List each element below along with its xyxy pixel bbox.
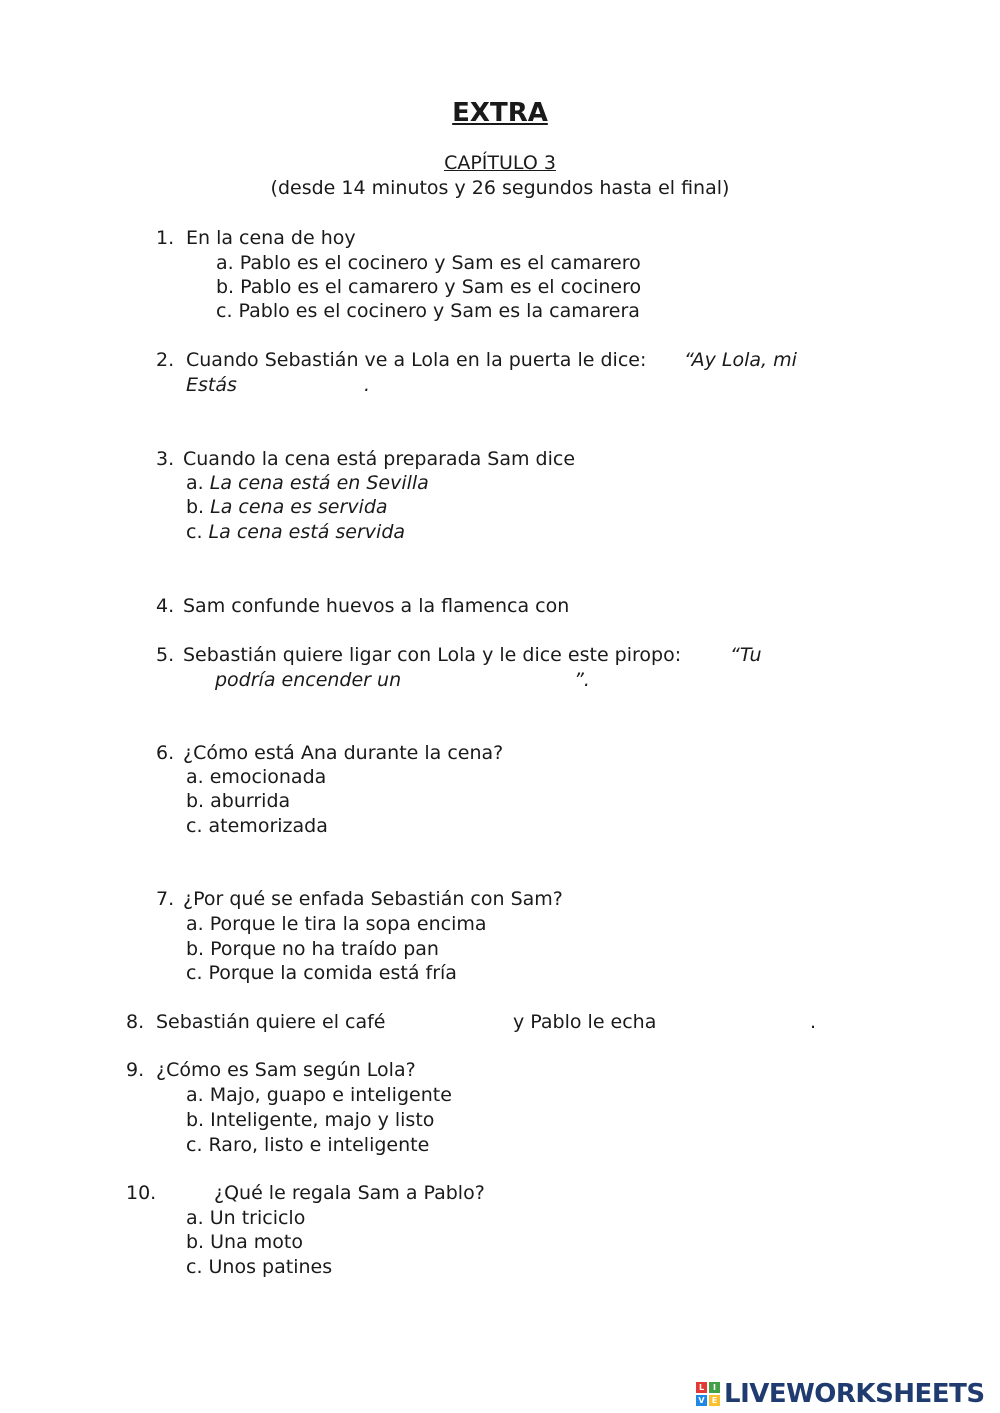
question-8-answer-blank-1[interactable] (402, 1009, 506, 1031)
question-3-number: 3. (156, 448, 175, 470)
question-2-text: Cuando Sebastián ve a Lola en la puerta le dice: (186, 349, 647, 371)
question-1-text: En la cena de hoy (186, 227, 356, 249)
question-6-option-a[interactable]: a. emocionada (186, 766, 327, 788)
question-8-mid-text: y Pablo le echa (513, 1011, 657, 1033)
question-10-number: 10. (126, 1182, 157, 1204)
question-7-option-b[interactable]: b. Porque no ha traído pan (186, 938, 439, 960)
question-9-option-b[interactable]: b. Inteligente, majo y listo (186, 1109, 435, 1131)
question-1-option-a[interactable]: a. Pablo es el cocinero y Sam es el camarero (216, 252, 641, 274)
logo-tile-e: E (709, 1395, 720, 1406)
question-5-line2-end: ”. (574, 669, 590, 691)
time-range: (desde 14 minutos y 26 segundos hasta el final) (270, 177, 730, 199)
question-3-option-b[interactable]: b. La cena es servida (186, 496, 388, 518)
question-4-number: 4. (156, 595, 175, 617)
question-4-text: Sam confunde huevos a la flamenca con (183, 595, 570, 617)
question-5-quote: “Tu (730, 644, 762, 666)
question-8-number: 8. (126, 1011, 145, 1033)
question-9-option-a[interactable]: a. Majo, guapo e inteligente (186, 1084, 452, 1106)
question-8-end: . (810, 1011, 817, 1033)
question-3-option-c[interactable]: c. La cena está servida (186, 521, 406, 543)
question-3-text: Cuando la cena está preparada Sam dice (183, 448, 576, 470)
question-9-text: ¿Cómo es Sam según Lola? (156, 1059, 416, 1081)
question-2-answer-blank[interactable] (246, 372, 358, 394)
question-2-line2: Estás (186, 374, 237, 396)
question-5-line2: podría encender un (215, 669, 402, 691)
question-9-option-c[interactable]: c. Raro, listo e inteligente (186, 1134, 430, 1156)
question-5-number: 5. (156, 644, 175, 666)
liveworksheets-logo-icon (696, 1382, 720, 1406)
question-7-option-a[interactable]: a. Porque le tira la sopa encima (186, 913, 487, 935)
question-6-number: 6. (156, 742, 175, 764)
question-5-text: Sebastián quiere ligar con Lola y le dice este piropo: (183, 644, 682, 666)
question-6-text: ¿Cómo está Ana durante la cena? (183, 742, 504, 764)
question-10-text: ¿Qué le regala Sam a Pablo? (214, 1182, 485, 1204)
question-4-answer-blank[interactable] (600, 593, 800, 615)
liveworksheets-logo[interactable] (696, 1378, 985, 1410)
logo-text: LIVEWORKSHEETS (724, 1379, 985, 1409)
chapter-heading: CAPÍTULO 3 (444, 152, 556, 174)
question-10-option-c[interactable]: c. Unos patines (186, 1256, 333, 1278)
logo-tile-v: V (696, 1395, 707, 1406)
question-7-number: 7. (156, 888, 175, 910)
question-1-option-b[interactable]: b. Pablo es el camarero y Sam es el cocinero (216, 276, 642, 298)
question-1-option-c[interactable]: c. Pablo es el cocinero y Sam es la camarera (216, 300, 640, 322)
question-5-answer-blank[interactable] (414, 667, 570, 689)
logo-tile-l: L (696, 1382, 707, 1393)
question-9-number: 9. (126, 1059, 145, 1081)
question-7-option-c[interactable]: c. Porque la comida está fría (186, 962, 457, 984)
question-6-option-c[interactable]: c. atemorizada (186, 815, 328, 837)
question-6-option-b[interactable]: b. aburrida (186, 790, 291, 812)
question-2-line2-end: . (364, 374, 371, 396)
page-title: EXTRA (452, 98, 548, 128)
question-1-number: 1. (156, 227, 175, 249)
question-3-option-a[interactable]: a. La cena está en Sevilla (186, 472, 429, 494)
question-8-text: Sebastián quiere el café (156, 1011, 386, 1033)
question-7-text: ¿Por qué se enfada Sebastián con Sam? (183, 888, 563, 910)
logo-tile-i: I (709, 1382, 720, 1393)
question-2-number: 2. (156, 349, 175, 371)
question-8-answer-blank-2[interactable] (668, 1009, 806, 1031)
question-2-quote: “Ay Lola, mi (684, 349, 797, 371)
question-10-option-b[interactable]: b. Una moto (186, 1231, 303, 1253)
question-10-option-a[interactable]: a. Un triciclo (186, 1207, 306, 1229)
